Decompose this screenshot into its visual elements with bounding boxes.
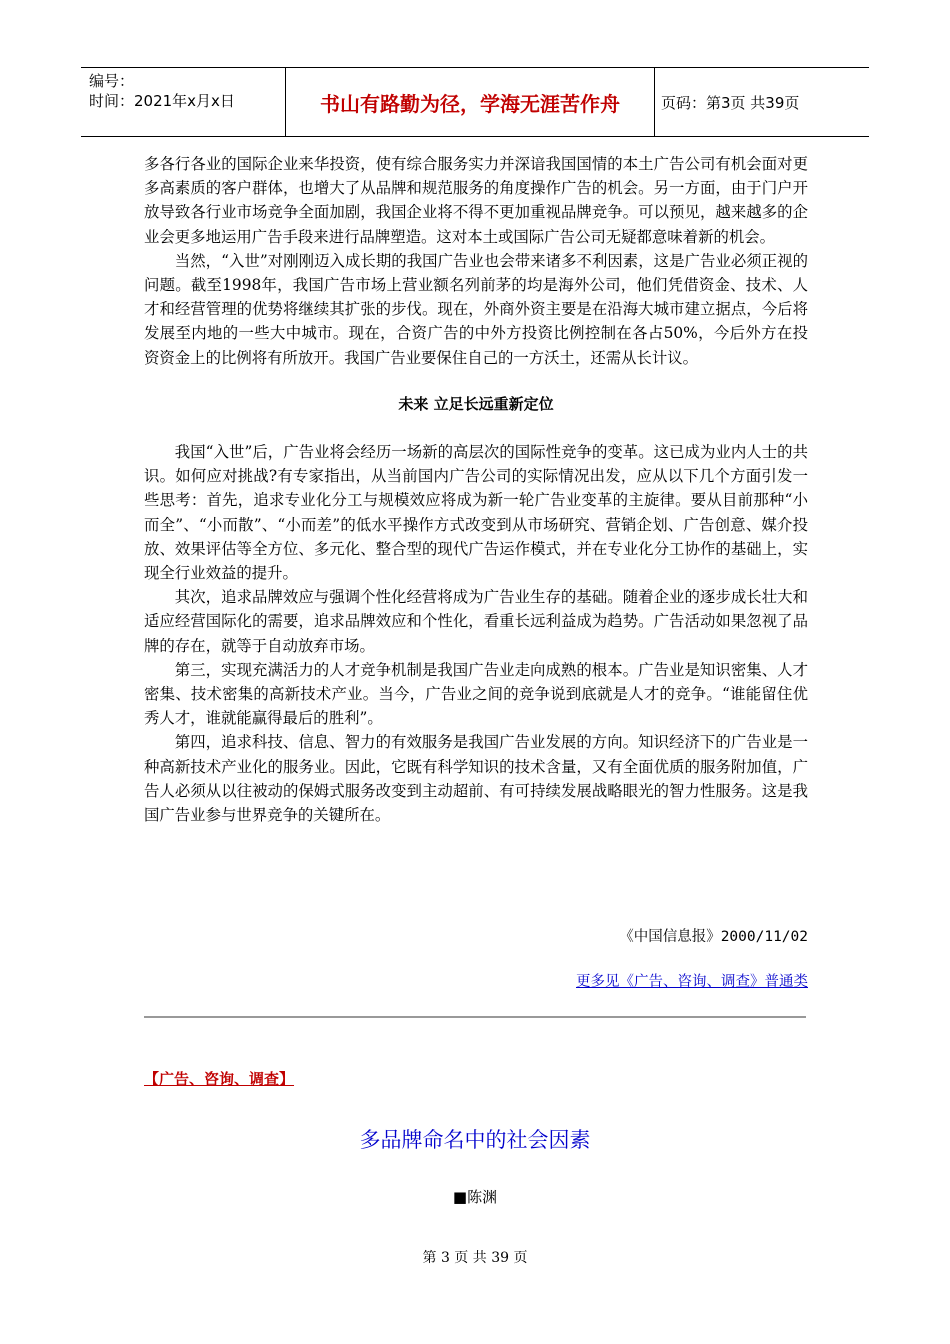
date-label: 时间：2021年x月x日	[89, 92, 235, 110]
next-article-title: 多品牌命名中的社会因素	[359, 1128, 591, 1152]
header-meta	[81, 68, 286, 136]
paragraph: 当然，“入世”对刚刚迈入成长期的我国广告业也会带来诸多不利因素，这是广告业必须正视的问题。截至1998年，我国广告市场上营业额名列前茅的均是海外公司，他们凭借资金、技术、人才和经营管理的优势将继续其扩张的步伐。现在，外商外资主要是在沿海大城市建立据点，今后将发展至内地的一些大中城市。现在，合资广告的中外方投资比例控制在各占50%，今后外方在投资资金上的比例将有所放开。我国广告业要保住自己的一方沃土，还需从长计议。	[144, 251, 808, 367]
category-link[interactable]: 【广告、咨询、调查】	[144, 1070, 295, 1088]
article-body	[144, 152, 808, 827]
author: ■陈渊	[452, 1188, 498, 1206]
header-motto: 书山有路勤为径，学海无涯苦作舟	[286, 68, 655, 136]
more-link[interactable]: 更多见《广告、咨询、调查》普通类	[576, 974, 808, 990]
paragraph: 其次，追求品牌效应与强调个性化经营将成为广告业生存的基础。随着企业的逐步成长壮大和适应经营国际化的需要，追求品牌效应和个性化，看重长远利益成为趋势。广告活动如果忽视了品牌的存在，就等于自动放弃市场。	[144, 588, 808, 655]
paragraph: 多各行各业的国际企业来华投资，使有综合服务实力并深谙我国国情的本土广告公司有机会面对更多高素质的客户群体，也增大了从品牌和规范服务的角度操作广告的机会。另一方面，由于门户开放导致各行业市场竞争全面加剧，我国企业将不得不更加重视品牌竞争。可以预见，越来越多的企业会更多地运用广告手段来进行品牌塑造。这对本土或国际广告公司无疑都意味着新的机会。	[144, 155, 808, 246]
section-title: 未来 立足长远重新定位	[398, 394, 554, 413]
page-header	[81, 67, 869, 137]
divider	[144, 1016, 806, 1018]
page-footer: 第 3 页 共 39 页	[422, 1250, 528, 1266]
paragraph: 第四，追求科技、信息、智力的有效服务是我国广告业发展的方向。知识经济下的广告业是一种高新技术产业化的服务业。因此，它既有科学知识的技术含量，又有全面优质的服务附加值，广告人必须从以往被动的保姆式服务改变到主动超前、有可持续发展战略眼光的智力性服务。这是我国广告业参与世界竞争的关键所在。	[144, 733, 808, 825]
header-page-info: 页码：第3页 共39页	[661, 93, 800, 112]
number-label: 编号：	[89, 72, 135, 90]
paragraph: 第三，实现充满活力的人才竞争机制是我国广告业走向成熟的根本。广告业是知识密集、人才密集、技术密集的高新技术产业。当今，广告业之间的竞争说到底就是人才的竞争。“谁能留住优秀人才，谁就能赢得最后的胜利”。	[144, 660, 808, 728]
article-source: 《中国信息报》2000/11/02	[619, 929, 808, 945]
paragraph: 我国“入世”后，广告业将会经历一场新的高层次的国际性竞争的变革。这已成为业内人士的共识。如何应对挑战?有专家指出，从当前国内广告公司的实际情况出发，应从以下几个方面引发一些思考：首先，追求专业化分工与规模效应将成为新一轮广告业变革的主旋律。要从目前那种“小而全”、“小而散”、“小而差”的低水平操作方式改变到从市场研究、营销企划、广告创意、媒介投放、效果评估等全方位、多元化、整合型的现代广告运作模式，并在专业化分工协作的基础上，实现全行业效益的提升。	[144, 443, 808, 583]
